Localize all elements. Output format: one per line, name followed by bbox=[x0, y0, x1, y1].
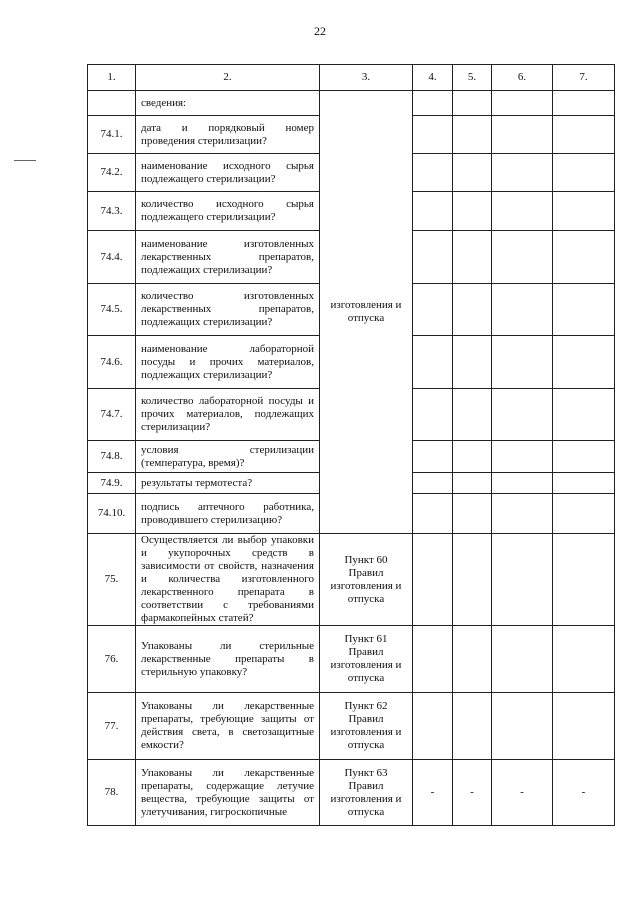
table-row bbox=[88, 693, 615, 760]
answer-cell[interactable] bbox=[453, 441, 492, 473]
page-number: 22 bbox=[314, 24, 326, 38]
question-line: емкости? bbox=[141, 739, 184, 751]
answer-cell[interactable]: - bbox=[553, 760, 615, 826]
question-line: стерилизации? bbox=[141, 421, 211, 433]
question-line: наименование лабораторной bbox=[141, 342, 314, 355]
answer-cell[interactable] bbox=[413, 389, 453, 441]
item-number: 74.4. bbox=[88, 231, 136, 284]
answer-cell[interactable] bbox=[453, 389, 492, 441]
answer-cell[interactable] bbox=[553, 91, 615, 116]
answer-cell[interactable] bbox=[492, 336, 553, 389]
question-line: посуды и прочих материалов, bbox=[141, 355, 314, 368]
item-number: 75. bbox=[88, 534, 136, 626]
question-line: сведения: bbox=[141, 96, 187, 109]
answer-cell[interactable] bbox=[492, 389, 553, 441]
question-line: подпись аптечного работника, bbox=[141, 500, 314, 513]
question-text bbox=[136, 91, 320, 116]
item-number: 74.7. bbox=[88, 389, 136, 441]
legal-reference bbox=[320, 626, 413, 693]
answer-cell[interactable] bbox=[492, 116, 553, 154]
answer-cell[interactable] bbox=[492, 494, 553, 534]
answer-cell[interactable] bbox=[413, 336, 453, 389]
question-text bbox=[136, 626, 320, 693]
question-text bbox=[136, 192, 320, 231]
question-line: количество исходного сырья bbox=[141, 198, 314, 210]
answer-cell[interactable] bbox=[413, 441, 453, 473]
answer-cell[interactable] bbox=[453, 534, 492, 626]
question-line: подлежащих стерилизации? bbox=[141, 368, 273, 381]
item-number: 74.10. bbox=[88, 494, 136, 534]
answer-cell[interactable] bbox=[413, 91, 453, 116]
item-number: 74.3. bbox=[88, 192, 136, 231]
question-line: лекарственного препарата в bbox=[141, 586, 314, 598]
question-text bbox=[136, 534, 320, 626]
question-line: прочих материалов, подлежащих bbox=[141, 408, 314, 420]
answer-cell[interactable]: - bbox=[453, 760, 492, 826]
answer-cell[interactable] bbox=[453, 494, 492, 534]
reference-line: изготовления и bbox=[330, 659, 402, 671]
table-row bbox=[88, 626, 615, 693]
answer-cell[interactable] bbox=[453, 284, 492, 336]
answer-cell[interactable] bbox=[492, 192, 553, 231]
question-line: препараты, требующие защиты от bbox=[141, 713, 314, 725]
answer-cell[interactable] bbox=[453, 473, 492, 494]
reference-line: Правил bbox=[348, 566, 384, 579]
item-number: 74.8. bbox=[88, 441, 136, 473]
answer-cell[interactable] bbox=[413, 284, 453, 336]
reference-line: Пункт 60 bbox=[344, 553, 388, 566]
reference-line: Правил bbox=[348, 713, 384, 725]
header-row bbox=[88, 65, 615, 91]
answer-cell[interactable] bbox=[413, 494, 453, 534]
answer-cell[interactable] bbox=[553, 231, 615, 284]
question-line: лекарственных препаратов, bbox=[141, 303, 314, 315]
question-line: Осуществляется ли выбор упаковки bbox=[141, 534, 314, 546]
legal-reference bbox=[320, 693, 413, 760]
item-number: 74.6. bbox=[88, 336, 136, 389]
reference-line: отпуска bbox=[347, 592, 385, 605]
question-line: (температура, время)? bbox=[141, 456, 245, 469]
item-number: 74.1. bbox=[88, 116, 136, 154]
answer-cell[interactable] bbox=[492, 284, 553, 336]
reference-line: отпуска bbox=[347, 739, 385, 751]
answer-cell[interactable] bbox=[553, 336, 615, 389]
answer-cell[interactable] bbox=[413, 534, 453, 626]
question-line: действия света, в светозащитные bbox=[141, 726, 314, 738]
answer-cell[interactable] bbox=[413, 693, 453, 760]
reference-line: Пункт 62 bbox=[344, 700, 388, 712]
answer-cell[interactable] bbox=[492, 626, 553, 693]
answer-cell[interactable] bbox=[453, 626, 492, 693]
reference-line: изготовления и bbox=[330, 299, 402, 311]
header-cell: 5. bbox=[453, 65, 492, 91]
reference-line: изготовления и bbox=[330, 792, 402, 805]
answer-cell[interactable] bbox=[492, 91, 553, 116]
reference-line: Пункт 63 bbox=[344, 766, 388, 779]
answer-cell[interactable] bbox=[453, 91, 492, 116]
question-line: Упакованы ли лекарственные bbox=[141, 766, 314, 779]
answer-cell[interactable] bbox=[453, 336, 492, 389]
answer-cell[interactable] bbox=[553, 116, 615, 154]
reference-line: изготовления и bbox=[330, 726, 402, 738]
question-line: стерильную упаковку? bbox=[141, 665, 248, 678]
question-line: проводившего стерилизацию? bbox=[141, 513, 283, 526]
question-line: наименование изготовленных bbox=[141, 237, 314, 250]
question-line: подлежащих стерилизации? bbox=[141, 263, 273, 276]
answer-cell[interactable] bbox=[492, 693, 553, 760]
item-number: 74.5. bbox=[88, 284, 136, 336]
item-number: 78. bbox=[88, 760, 136, 826]
reference-line: отпуска bbox=[347, 312, 385, 324]
answer-cell[interactable] bbox=[492, 534, 553, 626]
answer-cell[interactable] bbox=[553, 389, 615, 441]
question-line: условия стерилизации bbox=[141, 443, 314, 456]
answer-cell[interactable] bbox=[492, 231, 553, 284]
answer-cell[interactable] bbox=[553, 494, 615, 534]
answer-cell[interactable] bbox=[413, 154, 453, 192]
question-text bbox=[136, 154, 320, 192]
answer-cell[interactable] bbox=[553, 626, 615, 693]
header-cell: 6. bbox=[492, 65, 553, 91]
legal-reference bbox=[320, 534, 413, 626]
question-text bbox=[136, 389, 320, 441]
answer-cell[interactable] bbox=[413, 626, 453, 693]
answer-cell[interactable]: - bbox=[413, 760, 453, 826]
question-text bbox=[136, 760, 320, 826]
question-line: вещества, требующие защиты от bbox=[141, 792, 314, 805]
item-number: 74.9. bbox=[88, 473, 136, 494]
answer-cell[interactable] bbox=[453, 192, 492, 231]
question-line: подлежащих стерилизации? bbox=[141, 316, 273, 328]
question-line: Упакованы ли лекарственные bbox=[141, 700, 314, 712]
question-line: зависимости от свойств, назначения bbox=[141, 560, 314, 572]
reference-line: изготовления и bbox=[330, 579, 402, 592]
answer-cell[interactable] bbox=[492, 441, 553, 473]
answer-cell[interactable] bbox=[553, 534, 615, 626]
answer-cell[interactable] bbox=[492, 154, 553, 192]
question-text bbox=[136, 473, 320, 494]
answer-cell[interactable] bbox=[453, 231, 492, 284]
question-line: лекарственных препаратов, bbox=[141, 250, 314, 263]
reference-line: Правил bbox=[348, 779, 384, 792]
question-line: результаты термотеста? bbox=[141, 476, 253, 489]
answer-cell[interactable] bbox=[553, 473, 615, 494]
header-cell: 3. bbox=[320, 65, 413, 91]
question-line: количество лабораторной посуды и bbox=[141, 395, 314, 407]
question-line: дата и порядковый номер bbox=[141, 121, 314, 134]
item-number bbox=[88, 91, 136, 116]
question-line: проведения стерилизации? bbox=[141, 134, 267, 147]
question-line: лекарственные препараты в bbox=[141, 652, 314, 665]
question-line: количество изготовленных bbox=[141, 290, 314, 302]
answer-cell[interactable]: - bbox=[492, 760, 553, 826]
item-number: 76. bbox=[88, 626, 136, 693]
question-text bbox=[136, 441, 320, 473]
question-text bbox=[136, 494, 320, 534]
answer-cell[interactable] bbox=[453, 154, 492, 192]
checklist-table bbox=[87, 64, 615, 826]
question-text bbox=[136, 116, 320, 154]
answer-cell[interactable] bbox=[553, 441, 615, 473]
question-line: подлежащего стерилизации? bbox=[141, 172, 276, 185]
question-text bbox=[136, 336, 320, 389]
answer-cell[interactable] bbox=[413, 473, 453, 494]
question-text bbox=[136, 284, 320, 336]
legal-reference bbox=[320, 760, 413, 826]
question-line: и укупорочных средств в bbox=[141, 547, 314, 559]
header-cell: 4. bbox=[413, 65, 453, 91]
question-line: препараты, содержащие летучие bbox=[141, 779, 314, 792]
table-row bbox=[88, 534, 615, 626]
reference-line: отпуска bbox=[347, 805, 385, 818]
question-line: и количества изготовленного bbox=[141, 573, 314, 585]
answer-cell[interactable] bbox=[413, 231, 453, 284]
question-line: улетучивания, гигроскопичные bbox=[141, 805, 288, 818]
item-number: 74.2. bbox=[88, 154, 136, 192]
answer-cell[interactable] bbox=[553, 154, 615, 192]
table-row bbox=[88, 91, 615, 116]
question-line: наименование исходного сырья bbox=[141, 159, 314, 172]
answer-cell[interactable] bbox=[413, 192, 453, 231]
reference-line: Правил bbox=[348, 646, 384, 658]
answer-cell[interactable] bbox=[453, 693, 492, 760]
question-line: подлежащего стерилизации? bbox=[141, 211, 276, 223]
table-row bbox=[88, 760, 615, 826]
reference-line: Пункт 61 bbox=[344, 633, 388, 645]
item-number: 77. bbox=[88, 693, 136, 760]
answer-cell[interactable] bbox=[553, 284, 615, 336]
answer-cell[interactable] bbox=[413, 116, 453, 154]
answer-cell[interactable] bbox=[553, 192, 615, 231]
header-cell: 1. bbox=[88, 65, 136, 91]
question-text bbox=[136, 693, 320, 760]
answer-cell[interactable] bbox=[453, 116, 492, 154]
legal-reference bbox=[320, 91, 413, 534]
reference-line: отпуска bbox=[347, 672, 385, 684]
question-line: Упакованы ли стерильные bbox=[141, 639, 314, 652]
answer-cell[interactable] bbox=[553, 693, 615, 760]
answer-cell[interactable] bbox=[492, 473, 553, 494]
header-cell: 2. bbox=[136, 65, 320, 91]
header-cell: 7. bbox=[553, 65, 615, 91]
margin-mark bbox=[14, 160, 36, 161]
question-line: соответствии с требованиями bbox=[141, 599, 314, 611]
question-text bbox=[136, 231, 320, 284]
question-line: фармакопейных статей? bbox=[141, 612, 254, 624]
